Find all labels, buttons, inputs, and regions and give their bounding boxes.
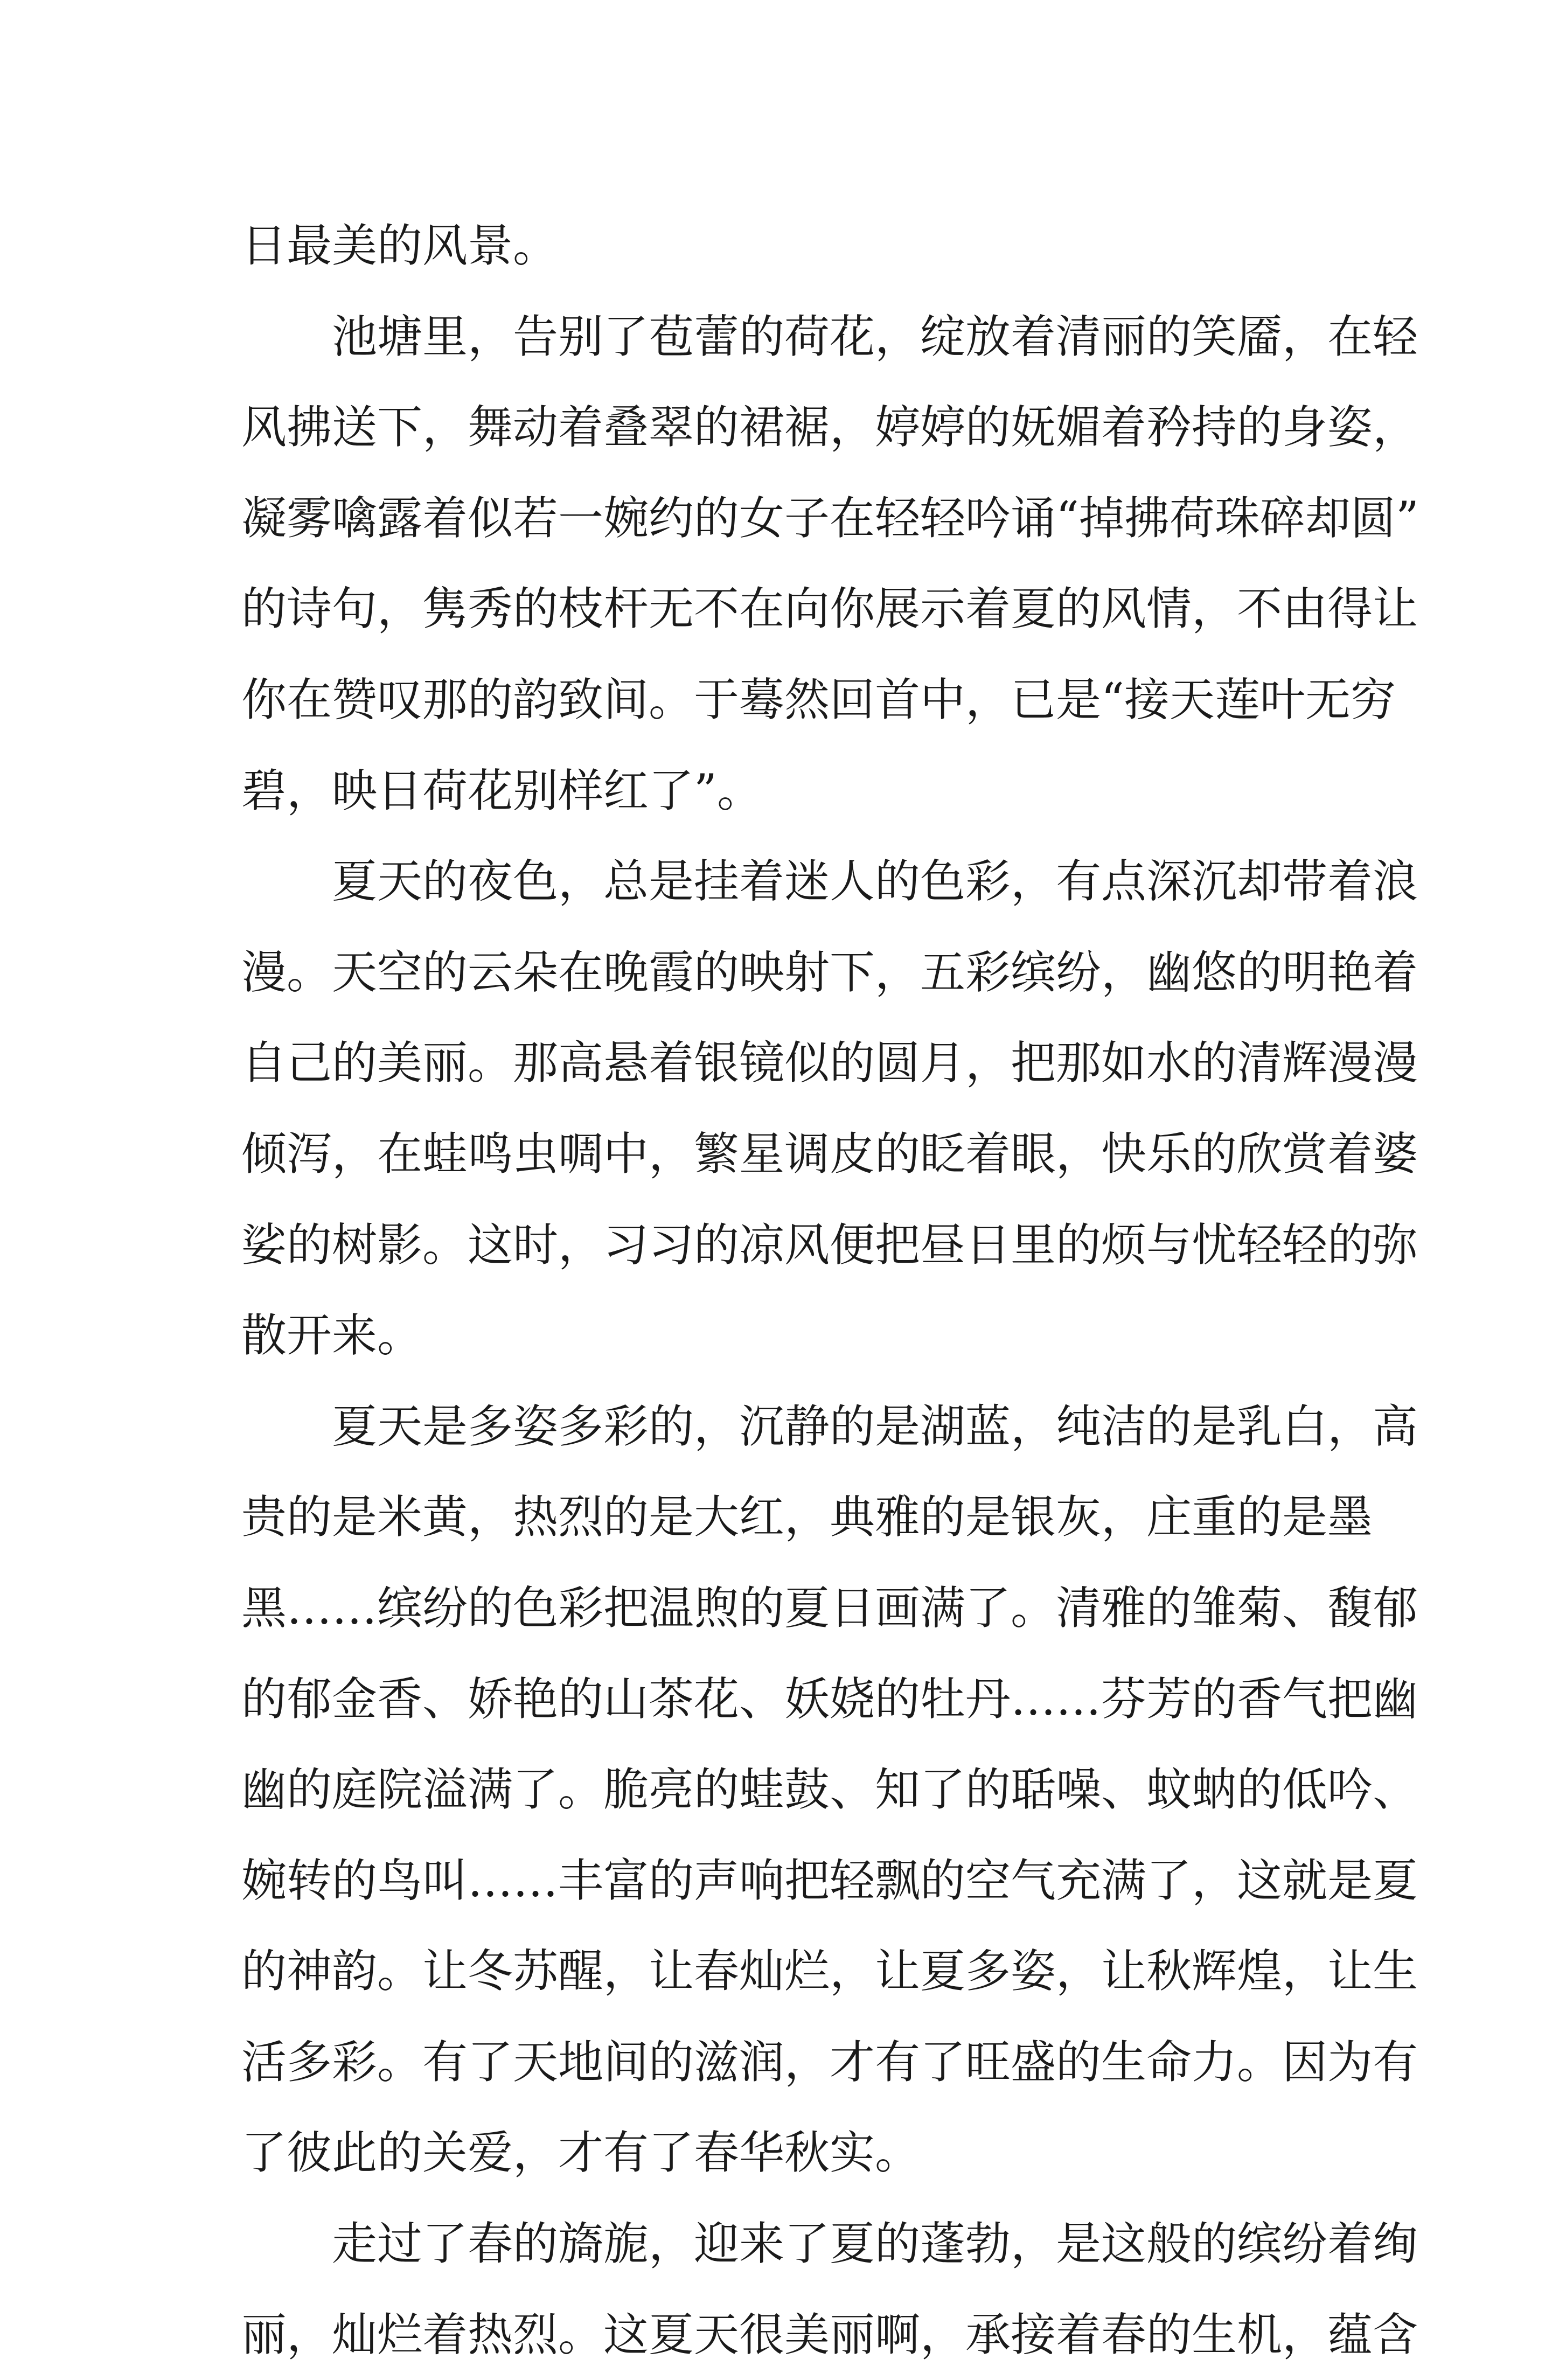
text-line: 凝雾噙露着似若一婉约的女子在轻轻吟诵“掉拂荷珠碎却圆” (241, 491, 1419, 545)
text-line: 风拂送下，舞动着叠翠的裙裾，婷婷的妩媚着矜持的身姿， (241, 401, 1418, 454)
body-text (241, 200, 1419, 2380)
text-line: 的诗句，隽秀的枝杆无不在向你展示着夏的风情，不由得让 (241, 582, 1418, 636)
text-line: 娑的树影。这时，习习的凉风便把昼日里的烦与忧轻轻的弥 (241, 1218, 1418, 1271)
text-line: 的郁金香、娇艳的山茶花、妖娆的牡丹……芬芳的香气把幽 (241, 1672, 1418, 1725)
text-line: 走过了春的旖旎，迎来了夏的蓬勃，是这般的缤纷着绚 (332, 2217, 1418, 2271)
text-line: 夏天是多姿多彩的，沉静的是湖蓝，纯洁的是乳白，高 (332, 1400, 1418, 1453)
text-line: 幽的庭院溢满了。脆亮的蛙鼓、知了的聒噪、蚊蚋的低吟、 (241, 1763, 1418, 1817)
text-line: 活多彩。有了天地间的滋润，才有了旺盛的生命力。因为有 (241, 2035, 1418, 2089)
text-line: 池塘里，告别了苞蕾的荷花，绽放着清丽的笑靥，在轻 (332, 310, 1418, 363)
text-line: 你在赞叹那的韵致间。于蓦然回首中，已是“接天莲叶无穷 (241, 673, 1396, 726)
text-line: 婉转的鸟叫……丰富的声响把轻飘的空气充满了，这就是夏 (241, 1854, 1418, 1907)
text-line: 散开来。 (241, 1309, 423, 1362)
text-line: 黑……缤纷的色彩把温煦的夏日画满了。清雅的雏菊、馥郁 (241, 1581, 1418, 1634)
text-line: 漫。天空的云朵在晚霞的映射下，五彩缤纷，幽悠的明艳着 (241, 945, 1418, 999)
text-line: 了彼此的关爱，才有了春华秋实。 (241, 2126, 921, 2180)
text-line: 夏天的夜色，总是挂着迷人的色彩，有点深沉却带着浪 (332, 855, 1418, 908)
text-line: 碧，映日荷花别样红了”。 (241, 764, 762, 817)
text-line: 自己的美丽。那高悬着银镜似的圆月，把那如水的清辉漫漫 (241, 1036, 1418, 1090)
text-line: 的神韵。让冬苏醒，让春灿烂，让夏多姿，让秋辉煌，让生 (241, 1945, 1418, 1998)
text-line: 倾泻，在蛙鸣虫啁中，繁星调皮的眨着眼，快乐的欣赏着婆 (241, 1127, 1418, 1180)
text-line: 日最美的风景。 (241, 219, 559, 272)
text-line: 丽，灿烂着热烈。这夏天很美丽啊，承接着春的生机，蕴含 (241, 2308, 1418, 2361)
text-line: 贵的是米黄，热烈的是大红，典雅的是银灰，庄重的是墨 (241, 1491, 1373, 1544)
